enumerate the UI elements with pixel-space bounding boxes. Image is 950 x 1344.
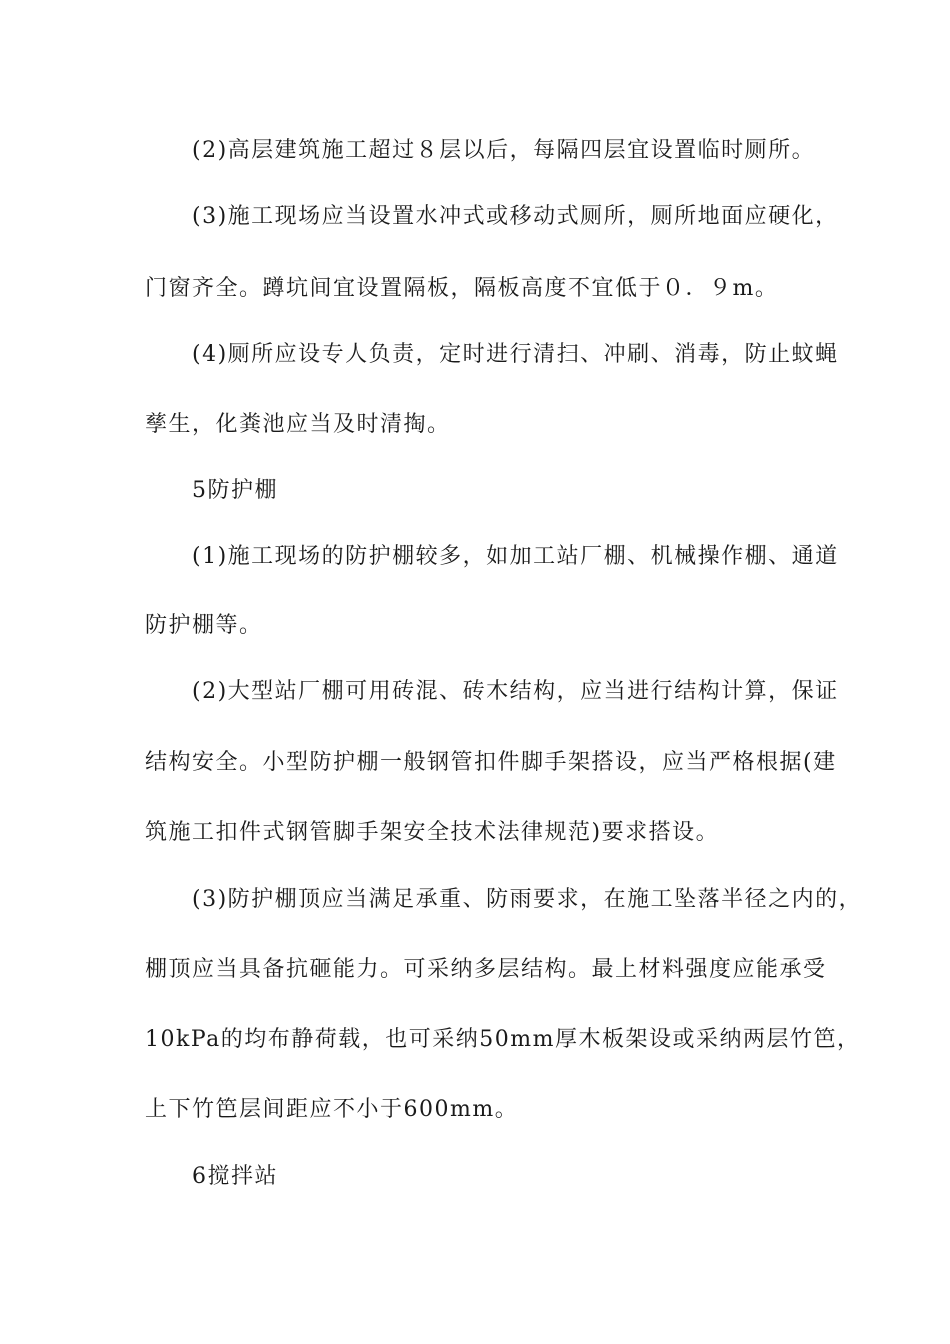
paragraph-line-13: 棚顶应当具备抗砸能力。可采纳多层结构。最上材料强度应能承受 [145, 957, 827, 982]
paragraph-line-2: (3)施工现场应当设置水冲式或移动式厕所，厕所地面应硬化， [192, 204, 839, 229]
paragraph-line-1: (2)高层建筑施工超过８层以后，每隔四层宜设置临时厕所。 [192, 138, 816, 163]
paragraph-line-15: 上下竹笆层间距应不小于600mm。 [145, 1097, 519, 1122]
paragraph-line-11: 筑施工扣件式钢管脚手架安全技术法律规范)要求搭设。 [145, 820, 720, 845]
paragraph-line-12: (3)防护棚顶应当满足承重、防雨要求，在施工坠落半径之内的， [192, 887, 863, 912]
paragraph-line-8: 防护棚等。 [145, 613, 263, 638]
section-heading-mixing-station: 6搅拌站 [192, 1164, 278, 1189]
paragraph-line-14: 10kPa的均布静荷载，也可采纳50mm厚木板架设或采纳两层竹笆， [145, 1027, 861, 1052]
paragraph-line-9: (2)大型站厂棚可用砖混、砖木结构，应当进行结构计算，保证 [192, 679, 839, 704]
paragraph-line-5: 孳生，化粪池应当及时清掏。 [145, 412, 451, 437]
paragraph-line-7: (1)施工现场的防护棚较多，如加工站厂棚、机械操作棚、通道 [192, 544, 839, 569]
paragraph-line-10: 结构安全。小型防护棚一般钢管扣件脚手架搭设，应当严格根据(建 [145, 750, 837, 775]
section-heading-protective-shed: 5防护棚 [192, 478, 278, 503]
paragraph-line-4: (4)厕所应设专人负责，定时进行清扫、冲刷、消毒，防止蚊蝇 [192, 342, 839, 367]
paragraph-line-3: 门窗齐全。蹲坑间宜设置隔板，隔板高度不宜低于０．９m。 [145, 276, 779, 301]
